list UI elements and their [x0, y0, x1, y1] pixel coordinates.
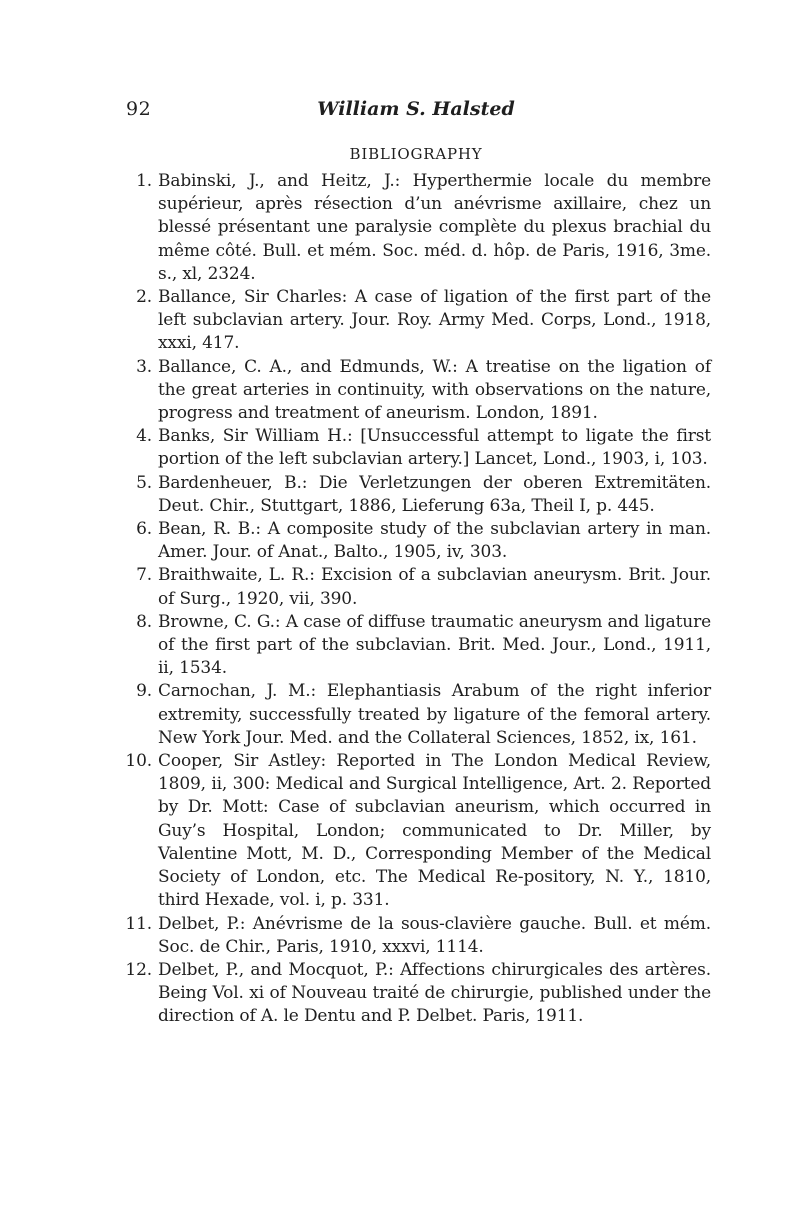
entry-number: 6. — [136, 519, 152, 540]
entry-number: 7. — [136, 565, 152, 586]
entry-text: Babinski, J., and Heitz, J.: Hyperthermie locale du membre supérieur, après résection d’un anévrisme axillaire, chez un blessé présentant une paralysie complète du plexus brachial du même côté. Bull. et mém. Soc. méd. d. hôp. de Paris, 1916, 3me. s., xl, 2324. — [158, 171, 711, 284]
bibliography-list — [126, 170, 711, 1029]
bibliography-entry — [126, 611, 711, 681]
entry-number: 10. — [125, 751, 152, 772]
entry-number: 11. — [125, 913, 152, 934]
bibliography-entry — [126, 472, 711, 518]
bibliography-entry — [126, 750, 711, 912]
entry-number: 1. — [136, 171, 152, 191]
entry-text: Delbet, P.: Anévrisme de la sous-clavière gauche. Bull. et mém. Soc. de Chir., Paris, 1910, xxxvi, 1114. — [158, 913, 711, 957]
entry-number: 9. — [136, 681, 152, 702]
entry-number: 2. — [136, 287, 152, 308]
entry-text: Cooper, Sir Astley: Reported in The London Medical Review, 1809, ii, 300: Medical and Surgical Intelligence, Art. 2. Reported by Dr. Mott: Case of subclavian aneurism, which occurred in Guy’s Hospital, London; communicated to Dr. Miller, by Valentine Mott, M. D., Corresponding Member of the Medical Society of London, etc. The Medical Re-pository, N. Y., 1810, third Hexade, vol. i, p. 331. — [158, 751, 711, 911]
entry-text: Delbet, P., and Mocquot, P.: Affections chirurgicales des artères. Being Vol. xi of Nouveau traité de chirurgie, published under the direction of A. le Dentu and P. Delbet. Paris, 1911. — [158, 959, 711, 1027]
entry-text: Carnochan, J. M.: Elephantiasis Arabum of the right inferior extremity, successfully treated by ligature of the femoral artery. New York Jour. Med. and the Collateral Sciences, 1852, ix, 161. — [158, 681, 711, 748]
bibliography-entry — [126, 425, 711, 471]
bibliography-entry — [126, 680, 711, 750]
bibliography-entry — [126, 564, 711, 610]
bibliography-entry — [126, 959, 711, 1029]
page-header — [126, 98, 706, 128]
entry-number: 12. — [125, 959, 152, 980]
bibliography-entry — [126, 518, 711, 564]
bibliography-entry — [126, 913, 711, 959]
entry-text: Banks, Sir William H.: [Unsuccessful attempt to ligate the first portion of the left subclavian artery.] Lancet, Lond., 1903, i, 103. — [158, 426, 711, 470]
entry-number: 4. — [136, 426, 152, 447]
bibliography-entry — [126, 170, 711, 286]
bibliography-entry — [126, 356, 711, 426]
page-number: 92 — [126, 98, 152, 120]
entry-text: Browne, C. G.: A case of diffuse traumatic aneurysm and ligature of the first part of the subclavian. Brit. Med. Jour., Lond., 1911, ii, 1534. — [158, 611, 711, 679]
entry-number: 3. — [136, 356, 152, 377]
entry-text: Braithwaite, L. R.: Excision of a subclavian aneurysm. Brit. Jour. of Surg., 1920, vii, 390. — [158, 565, 711, 609]
entry-text: Bean, R. B.: A composite study of the subclavian artery in man. Amer. Jour. of Anat., Balto., 1905, iv, 303. — [158, 519, 711, 563]
entry-number: 5. — [136, 472, 152, 493]
bibliography-entry — [126, 286, 711, 356]
entry-text: Ballance, C. A., and Edmunds, W.: A treatise on the ligation of the great arteries in continuity, with observations on the nature, progress and treatment of aneurism. London, 1891. — [158, 356, 711, 424]
entry-number: 8. — [136, 611, 152, 632]
entry-text: Bardenheuer, B.: Die Verletzungen der oberen Extremitäten. Deut. Chir., Stuttgart, 1886, Lieferung 63a, Theil I, p. 445. — [158, 472, 711, 516]
section-title: BIBLIOGRAPHY — [349, 145, 483, 163]
running-head: William S. Halsted — [317, 98, 515, 120]
entry-text: Ballance, Sir Charles: A case of ligation of the first part of the left subclavian artery. Jour. Roy. Army Med. Corps, Lond., 1918, xxxi, 417. — [158, 287, 711, 354]
